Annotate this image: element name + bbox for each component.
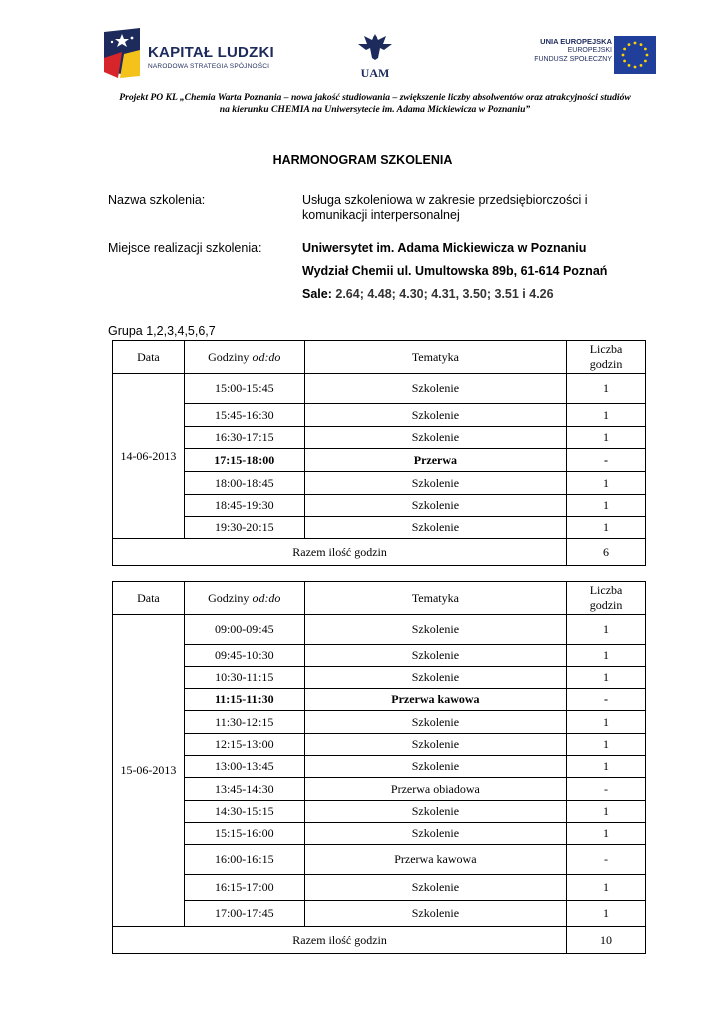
row-topic: Szkolenie — [304, 756, 566, 778]
training-rooms-label: Sale: — [302, 287, 332, 301]
header-topic: Tematyka — [304, 341, 566, 374]
total-row — [113, 927, 646, 954]
row-topic: Przerwa obiadowa — [304, 778, 566, 801]
row-topic: Szkolenie — [304, 404, 566, 427]
table-row — [113, 427, 646, 449]
row-hours: 13:00-13:45 — [184, 756, 304, 778]
total-label: Razem ilość godzin — [113, 539, 567, 566]
row-hours: 09:00-09:45 — [184, 615, 304, 645]
row-topic: Szkolenie — [304, 901, 566, 927]
row-hours: 10:30-11:15 — [184, 667, 304, 689]
total-label: Razem ilość godzin — [113, 927, 567, 954]
table-row — [113, 875, 646, 901]
row-hours: 16:15-17:00 — [184, 875, 304, 901]
table-row — [113, 711, 646, 734]
row-topic: Szkolenie — [304, 875, 566, 901]
table-header-row — [113, 582, 646, 615]
eu-logo — [513, 36, 656, 76]
row-hours: 19:30-20:15 — [184, 517, 304, 539]
row-hours: 11:15-11:30 — [184, 689, 304, 711]
row-count: 1 — [567, 667, 646, 689]
table-row — [113, 374, 646, 404]
table-row — [113, 645, 646, 667]
row-count: 1 — [567, 374, 646, 404]
eu-flag-icon — [614, 36, 656, 74]
header-logos — [0, 26, 725, 86]
table-row — [113, 778, 646, 801]
total-value: 10 — [567, 927, 646, 954]
row-count: - — [567, 845, 646, 875]
project-line-2: na kierunku CHEMIA na Uniwersytecie im. Adama Mickiewicza w Poznaniu” — [219, 104, 531, 115]
row-topic: Szkolenie — [304, 823, 566, 845]
kapital-ludzki-title: KAPITAŁ LUDZKI — [148, 44, 274, 61]
row-topic: Szkolenie — [304, 517, 566, 539]
row-hours: 17:00-17:45 — [184, 901, 304, 927]
row-count: 1 — [567, 495, 646, 517]
row-topic: Przerwa — [304, 449, 566, 472]
header-count-line1: Liczba — [589, 583, 623, 597]
row-date: 15-06-2013 — [113, 615, 185, 927]
training-name-line1: Usługa szkoleniowa w zakresie przedsiębiorczości i — [302, 193, 588, 207]
row-hours: 11:30-12:15 — [184, 711, 304, 734]
row-hours: 15:45-16:30 — [184, 404, 304, 427]
row-topic: Szkolenie — [304, 495, 566, 517]
uam-logo-text: UAM — [360, 66, 390, 80]
table-row — [113, 756, 646, 778]
schedule-table-day1 — [112, 340, 646, 566]
eu-logo-line3: FUNDUSZ SPOŁECZNY — [534, 56, 612, 63]
row-count: 1 — [567, 517, 646, 539]
row-count: 1 — [567, 901, 646, 927]
table-row — [113, 517, 646, 539]
eu-logo-text — [534, 37, 612, 64]
row-count: - — [567, 449, 646, 472]
header-count-line1: Liczba — [589, 342, 623, 356]
row-hours: 18:45-19:30 — [184, 495, 304, 517]
project-line-1: Projekt PO KL „Chemia Warta Poznania – nowa jakość studiowania – zwiększenie liczby absolwentów oraz atrakcyjności studiów — [119, 92, 631, 103]
day1-rows — [113, 374, 646, 539]
row-count: - — [567, 689, 646, 711]
row-hours: 16:30-17:15 — [184, 427, 304, 449]
row-hours: 12:15-13:00 — [184, 734, 304, 756]
row-count: 1 — [567, 615, 646, 645]
row-count: 1 — [567, 711, 646, 734]
kapital-ludzki-subtitle: NARODOWA STRATEGIA SPÓJNOŚCI — [148, 63, 270, 70]
page-title: HARMONOGRAM SZKOLENIA — [272, 153, 453, 167]
training-name-value — [302, 193, 588, 223]
row-count: 1 — [567, 404, 646, 427]
table-row — [113, 801, 646, 823]
training-place-label: Miejsce realizacji szkolenia: — [108, 241, 262, 255]
row-topic: Przerwa kawowa — [304, 689, 566, 711]
row-count: 1 — [567, 801, 646, 823]
table-row — [113, 472, 646, 495]
table-row — [113, 404, 646, 427]
day2-rows — [113, 615, 646, 927]
row-topic: Szkolenie — [304, 427, 566, 449]
project-description — [60, 92, 690, 116]
row-topic: Szkolenie — [304, 645, 566, 667]
training-name-label: Nazwa szkolenia: — [108, 193, 206, 207]
training-rooms — [302, 287, 554, 302]
header-hours — [184, 582, 304, 615]
header-date: Data — [113, 341, 185, 374]
row-count: 1 — [567, 645, 646, 667]
eu-logo-line1: UNIA EUROPEJSKA — [540, 37, 612, 46]
training-name-line2: komunikacji interpersonalnej — [302, 208, 460, 222]
row-count: 1 — [567, 756, 646, 778]
table-row — [113, 901, 646, 927]
row-topic: Szkolenie — [304, 734, 566, 756]
training-rooms-value: 2.64; 4.48; 4.30; 4.31, 3.50; 3.51 i 4.26 — [335, 287, 554, 301]
header-count — [567, 582, 646, 615]
total-row — [113, 539, 646, 566]
table-row — [113, 667, 646, 689]
header-count — [567, 341, 646, 374]
header-count-line2: godzin — [589, 598, 623, 612]
header-hours-prefix: Godziny — [208, 349, 253, 364]
row-topic: Szkolenie — [304, 615, 566, 645]
header-topic: Tematyka — [304, 582, 566, 615]
table-row — [113, 449, 646, 472]
schedule-table-day2 — [112, 581, 646, 954]
row-count: 1 — [567, 472, 646, 495]
row-topic: Szkolenie — [304, 472, 566, 495]
row-count: 1 — [567, 875, 646, 901]
uam-logo — [356, 32, 394, 80]
kapital-ludzki-emblem-icon — [100, 28, 144, 80]
row-hours: 16:00-16:15 — [184, 845, 304, 875]
header-count-line2: godzin — [589, 357, 623, 371]
table-row — [113, 495, 646, 517]
row-hours: 17:15-18:00 — [184, 449, 304, 472]
training-place-line2: Wydział Chemii ul. Umultowska 89b, 61-614 Poznań — [302, 264, 608, 278]
training-place-line1: Uniwersytet im. Adama Mickiewicza w Poznaniu — [302, 241, 587, 255]
header-hours — [184, 341, 304, 374]
row-topic: Szkolenie — [304, 667, 566, 689]
row-count: 1 — [567, 734, 646, 756]
row-hours: 15:15-16:00 — [184, 823, 304, 845]
row-topic: Szkolenie — [304, 711, 566, 734]
header-hours-prefix: Godziny — [208, 590, 253, 605]
eu-logo-line2: EUROPEJSKI — [567, 47, 612, 54]
group-label: Grupa 1,2,3,4,5,6,7 — [108, 324, 216, 338]
table-header-row — [113, 341, 646, 374]
row-topic: Szkolenie — [304, 801, 566, 823]
row-hours: 15:00-15:45 — [184, 374, 304, 404]
row-hours: 18:00-18:45 — [184, 472, 304, 495]
row-date: 14-06-2013 — [113, 374, 185, 539]
header-hours-italic: od:do — [252, 349, 281, 364]
row-topic: Przerwa kawowa — [304, 845, 566, 875]
row-topic: Szkolenie — [304, 374, 566, 404]
row-count: - — [567, 778, 646, 801]
header-date: Data — [113, 582, 185, 615]
row-hours: 14:30-15:15 — [184, 801, 304, 823]
total-value: 6 — [567, 539, 646, 566]
row-hours: 09:45-10:30 — [184, 645, 304, 667]
row-count: 1 — [567, 823, 646, 845]
row-count: 1 — [567, 427, 646, 449]
table-row — [113, 689, 646, 711]
table-row — [113, 845, 646, 875]
eagle-icon — [356, 32, 394, 62]
table-row — [113, 734, 646, 756]
table-row — [113, 615, 646, 645]
header-hours-italic: od:do — [252, 590, 281, 605]
table-row — [113, 823, 646, 845]
row-hours: 13:45-14:30 — [184, 778, 304, 801]
kapital-ludzki-logo — [100, 28, 274, 82]
